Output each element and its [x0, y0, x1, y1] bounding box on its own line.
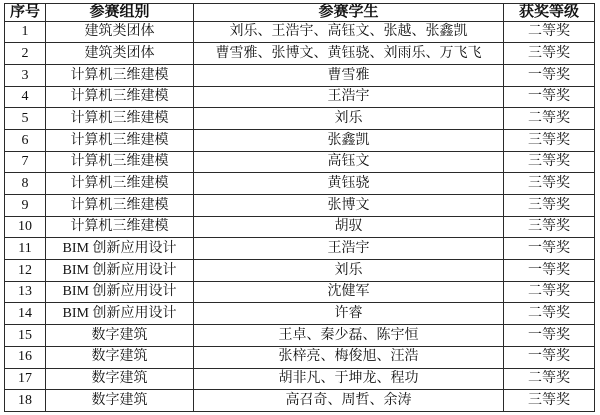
cell-no: 5	[5, 108, 46, 130]
cell-group: 数字建筑	[46, 368, 194, 390]
cell-students: 张梓亮、梅俊旭、汪浩	[194, 346, 504, 368]
cell-no: 8	[5, 173, 46, 195]
cell-group: BIM 创新应用设计	[46, 303, 194, 325]
table-row	[5, 86, 595, 108]
cell-award: 二等奖	[504, 281, 595, 303]
cell-group: 建筑类团体	[46, 21, 194, 43]
cell-award: 一等奖	[504, 325, 595, 347]
cell-students: 许睿	[194, 303, 504, 325]
cell-students: 沈健军	[194, 281, 504, 303]
cell-students: 王浩宇	[194, 238, 504, 260]
cell-award: 三等奖	[504, 151, 595, 173]
column-header-no: 序号	[5, 4, 46, 22]
cell-no: 17	[5, 368, 46, 390]
cell-students: 张博文	[194, 195, 504, 217]
column-header-students: 参赛学生	[194, 4, 504, 22]
table-row	[5, 368, 595, 390]
cell-group: BIM 创新应用设计	[46, 260, 194, 282]
cell-group: 计算机三维建模	[46, 151, 194, 173]
table-row	[5, 216, 595, 238]
cell-group: 计算机三维建模	[46, 108, 194, 130]
column-header-group: 参赛组别	[46, 4, 194, 22]
table-row	[5, 281, 595, 303]
table-row	[5, 260, 595, 282]
table-row	[5, 346, 595, 368]
cell-award: 一等奖	[504, 238, 595, 260]
cell-students: 刘乐、王浩宇、高钰文、张越、张鑫凯	[194, 21, 504, 43]
table-row	[5, 151, 595, 173]
cell-no: 3	[5, 64, 46, 86]
cell-group: BIM 创新应用设计	[46, 281, 194, 303]
cell-no: 6	[5, 129, 46, 151]
table-row	[5, 195, 595, 217]
cell-group: 计算机三维建模	[46, 129, 194, 151]
award-results-table	[4, 3, 595, 412]
cell-no: 2	[5, 43, 46, 65]
cell-group: 数字建筑	[46, 390, 194, 412]
table-row	[5, 64, 595, 86]
cell-no: 13	[5, 281, 46, 303]
cell-students: 刘乐	[194, 260, 504, 282]
cell-group: 数字建筑	[46, 346, 194, 368]
table-row	[5, 238, 595, 260]
table-row	[5, 325, 595, 347]
table-row	[5, 129, 595, 151]
table-row	[5, 303, 595, 325]
cell-students: 刘乐	[194, 108, 504, 130]
column-header-award: 获奖等级	[504, 4, 595, 22]
cell-no: 7	[5, 151, 46, 173]
cell-group: 数字建筑	[46, 325, 194, 347]
table-row	[5, 43, 595, 65]
cell-award: 一等奖	[504, 260, 595, 282]
cell-students: 曹雪雅	[194, 64, 504, 86]
cell-award: 二等奖	[504, 21, 595, 43]
cell-group: 计算机三维建模	[46, 195, 194, 217]
cell-award: 三等奖	[504, 129, 595, 151]
cell-no: 14	[5, 303, 46, 325]
cell-students: 黄钰骁	[194, 173, 504, 195]
table-row	[5, 390, 595, 412]
cell-no: 11	[5, 238, 46, 260]
table-row	[5, 108, 595, 130]
cell-no: 12	[5, 260, 46, 282]
cell-group: 计算机三维建模	[46, 64, 194, 86]
table-header-row	[5, 4, 595, 22]
cell-students: 胡驭	[194, 216, 504, 238]
cell-award: 三等奖	[504, 195, 595, 217]
cell-group: 计算机三维建模	[46, 86, 194, 108]
cell-group: BIM 创新应用设计	[46, 238, 194, 260]
table-row	[5, 21, 595, 43]
cell-award: 三等奖	[504, 43, 595, 65]
cell-students: 曹雪雅、张博文、黄钰骁、刘雨乐、万飞飞	[194, 43, 504, 65]
table-body	[5, 21, 595, 412]
cell-group: 计算机三维建模	[46, 216, 194, 238]
cell-students: 张鑫凯	[194, 129, 504, 151]
cell-group: 计算机三维建模	[46, 173, 194, 195]
cell-no: 1	[5, 21, 46, 43]
table-row	[5, 173, 595, 195]
cell-award: 一等奖	[504, 346, 595, 368]
cell-students: 高钰文	[194, 151, 504, 173]
cell-no: 10	[5, 216, 46, 238]
cell-award: 二等奖	[504, 303, 595, 325]
cell-award: 一等奖	[504, 64, 595, 86]
cell-group: 建筑类团体	[46, 43, 194, 65]
cell-students: 王浩宇	[194, 86, 504, 108]
cell-no: 4	[5, 86, 46, 108]
cell-no: 9	[5, 195, 46, 217]
cell-no: 15	[5, 325, 46, 347]
cell-award: 二等奖	[504, 368, 595, 390]
cell-award: 二等奖	[504, 108, 595, 130]
cell-award: 三等奖	[504, 173, 595, 195]
cell-award: 一等奖	[504, 86, 595, 108]
cell-students: 高召奇、周哲、余涛	[194, 390, 504, 412]
cell-no: 16	[5, 346, 46, 368]
cell-students: 胡非凡、于坤龙、程功	[194, 368, 504, 390]
cell-award: 三等奖	[504, 390, 595, 412]
cell-award: 三等奖	[504, 216, 595, 238]
cell-students: 王卓、秦少磊、陈宇恒	[194, 325, 504, 347]
cell-no: 18	[5, 390, 46, 412]
